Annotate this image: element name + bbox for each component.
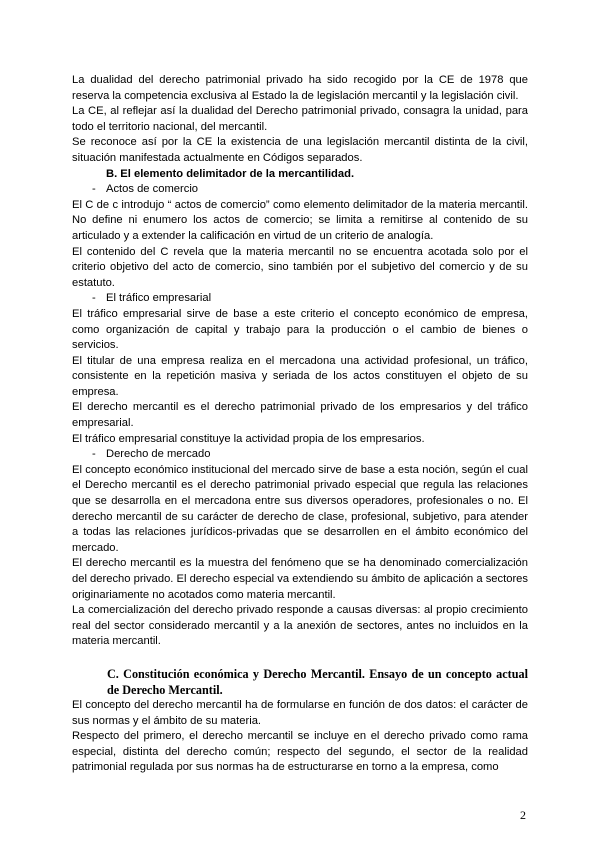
dash-bullet: - (92, 183, 96, 196)
paragraph: Respecto del primero, el derecho mercantil se incluye en el derecho privado como rama especial, distinta del derecho común; respecto del segundo, el sector de la realidad patrimonial regulada por sus normas ha de estructurarse en torno a la empresa, como (72, 730, 528, 774)
paragraph: El contenido del C revela que la materia mercantil no se encuentra acotada solo por el criterio objetivo del acto de comercio, sino también por el subjetivo del comercio y de su estatuto. (72, 245, 528, 289)
paragraph: El tráfico empresarial constituye la actividad propia de los empresarios. (72, 432, 425, 445)
paragraph: El derecho mercantil es el derecho patrimonial privado de los empresarios y del tráfico empresarial. (72, 401, 528, 430)
list-item-label: El tráfico empresarial (106, 292, 212, 305)
paragraph: El derecho mercantil es la muestra del fenómeno que se ha denominado comercialización del derecho privado. El derecho especial va extendiendo su ámbito de aplicación a sectores originariamente no acotados como materia mercantil. (72, 557, 528, 601)
paragraph: El titular de una empresa realiza en el mercadona una actividad profesional, un tráfico, consistente en la repetición masiva y seriada de los actos constituyen el objeto de su empresa. (72, 354, 528, 398)
dash-bullet: - (92, 292, 96, 305)
dash-bullet: - (92, 448, 96, 461)
paragraph: Se reconoce así por la CE la existencia de una legislación mercantil distinta de la civil, situación manifestada actualmente en Códigos separados. (72, 136, 528, 164)
paragraph: El concepto del derecho mercantil ha de formularse en función de dos datos: el carácter de sus normas y el ámbito de su materia. (72, 698, 528, 727)
list-item-trafico-empresarial (92, 291, 528, 307)
list-item-actos-de-comercio (92, 182, 528, 198)
list-item-label: Actos de comercio (106, 183, 199, 196)
list-item-derecho-de-mercado (92, 447, 528, 463)
section-b-heading: B. El elemento delimitador de la mercantilidad. (106, 167, 355, 180)
page-number: 2 (520, 808, 526, 822)
list-item-label: Derecho de mercado (106, 448, 211, 461)
page-content (72, 73, 528, 776)
paragraph: El tráfico empresarial sirve de base a este criterio el concepto económico de empresa, como organización de capital y trabajo para la producción o el cambio de bienes o servicios. (72, 307, 528, 352)
paragraph: El concepto económico institucional del mercado sirve de base a esta noción, según el cual el Derecho mercantil es el derecho patrimonial privado especial que regula las relaciones que se desarrolla en el mercadona entre sus diversos operadores, profesionales o no. El derecho mercantil de su carácter de derecho de clase, profesional, subjetivo, para atender a todas las relaciones jurídicos-privadas que se desarrollen en el ámbito económico del mercado. (72, 463, 528, 554)
section-c-heading: C. Constitución económica y Derecho Mercantil. Ensayo de un concepto actual de Derecho Mercantil. (107, 666, 528, 697)
paragraph: La comercialización del derecho privado responde a causas diversas: al propio crecimiento real del sector considerado mercantil y a la anexión de sectores, antes no incluidos en la materia mercantil. (72, 604, 528, 648)
paragraph: La CE, al reflejar así la dualidad del Derecho patrimonial privado, consagra la unidad, para todo el territorio nacional, del mercantil. (72, 105, 528, 133)
paragraph: La dualidad del derecho patrimonial privado ha sido recogido por la CE de 1978 que reserva la competencia exclusiva al Estado la de legislación mercantil y la legislación civil. (72, 74, 528, 102)
paragraph: El C de c introdujo “ actos de comercio” como elemento delimitador de la materia mercantil. No define ni enumero los actos de comercio; se limita a remitirse al contenido de su articulado y a extender la calificación en virtud de un criterio de analogía. (72, 198, 528, 242)
